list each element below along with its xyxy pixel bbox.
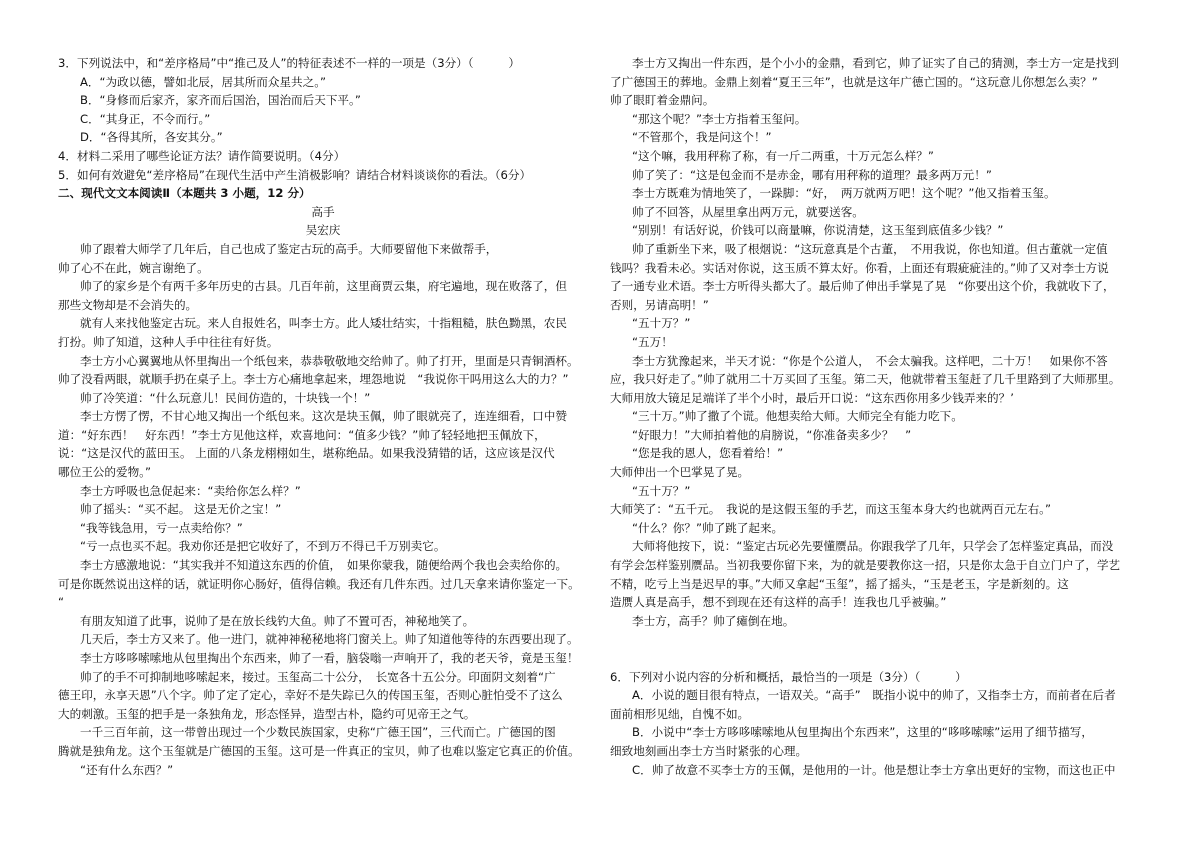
blank-gap <box>610 649 1140 668</box>
story-author: 吴宏庆 <box>305 223 341 238</box>
passage-line: 可是你既然说出这样的话，就证明你心肠好，值得信赖。我还有几件东西。过几天拿来请你鉴定一下。 <box>58 576 580 591</box>
passage-line: 李士方小心翼翼地从怀里掏出一个纸包来，恭恭敬敬地交给帅了。帅了打开，里面是只青铜酒杯。 <box>80 353 579 368</box>
passage-line: 李士方犹豫起来，半天才说：“你是个公道人， 不会太骗我。这样吧，二十万！ 如果你不答 <box>632 353 1108 368</box>
passage-line: 帅了重新坐下来，吸了根烟说：“这玩意真是个古董， 不用我说，你也知道。但古董就一定值 <box>632 241 1108 256</box>
passage-line: “那这个呢？”李士方指着玉玺问。 <box>632 111 807 126</box>
passage-line: 了广德国王的葬地。金鼎上刻着“夏王三年”，也就是这年广德亡国的。“这玩意儿你想怎么卖？” <box>610 74 1098 89</box>
passage-line: 帅了眼盯着金鼎问。 <box>610 93 715 108</box>
question-3-option-c: C．“其身正，不令而行。” <box>80 111 211 126</box>
passage-line: 大的刺激。玉玺的把手是一条独角龙，形态怪异，造型古朴，隐约可见帝王之气。 <box>58 706 476 721</box>
question-6-option-b: B．小说中“李士方哆哆嗦嗦地从包里掏出个东西来”，这里的“哆哆嗦嗦”运用了细节描写， <box>632 725 1093 740</box>
question-3-option-a: A．“为政以德，譬如北辰，居其所而众星共之。” <box>80 74 327 89</box>
passage-line: 哪位王公的爱物。” <box>58 465 151 480</box>
passage-line: 帅了的手不可抑制地哆嗦起来，接过。玉玺高二十公分， 长宽各十五公分。印面阴文刻着“广 <box>80 669 556 684</box>
passage-line: 德王印，永享天恩”八个字。帅了定了定心，幸好不是失踪已久的传国玉玺，否则心脏怕受不了这么 <box>58 688 563 703</box>
passage-line: 就有人来找他鉴定古玩。来人自报姓名，叫李士方。此人矮壮结实，十指粗糙，肤色黝黑，农民 <box>80 316 567 331</box>
passage-line: 李士方感激地说：“其实我并不知道这东西的价值， 如果你蒙我，随便给两个我也会卖给你的。 <box>80 558 568 573</box>
passage-line: 李士方哆哆嗦嗦地从包里掏出个东西来，帅了一看，脑袋嗡一声响开了，我的老天爷，竟是玉玺！ <box>80 651 579 665</box>
passage-line: “好眼力！”大师拍着他的肩膀说，“你准备卖多少？ ” <box>632 427 912 442</box>
passage-line: “不管那个，我是问这个！” <box>632 130 772 145</box>
right-column <box>610 54 1140 779</box>
question-4: 4．材料二采用了哪些论证方法？请作简要说明。（4分） <box>58 148 346 163</box>
passage-line: 帅了的家乡是个有两千多年历史的古县。几百年前，这里商贾云集，府宅遍地，现在败落了，但 <box>80 279 567 294</box>
passage-line: 大师伸出一个巴掌晃了晃。 <box>610 465 750 480</box>
passage-line: 那些文物却是不会消失的。 <box>58 297 198 312</box>
story-passage-left <box>58 240 588 779</box>
passage-line: “三十万。”帅了撒了个谎。他想卖给大师。大师完全有能力吃下。 <box>632 409 963 424</box>
passage-line: 不精，吃亏上当是迟早的事。”大师又拿起“玉玺”，摇了摇头，“玉是老玉，字是新刻的。这 <box>610 576 1069 591</box>
passage-line: 打扮。帅了知道，这种人手中往往有好货。 <box>58 334 279 349</box>
passage-line: 大师将他按下，说：“鉴定古玩必先要懂赝品。你跟我学了几年，只学会了怎样鉴定真品，而没 <box>632 539 1114 554</box>
passage-line: 应，我只好走了。”帅了就用二十万买回了玉玺。第二天，他就带着玉玺赶了几千里路到了大师那里。 <box>610 372 1121 387</box>
passage-line: 几天后，李士方又来了。他一进门，就神神秘秘地将门窗关上。帅了知道他等待的东西要出现了。 <box>80 632 579 647</box>
passage-line: 大师用放大镜足足端详了半个小时，最后开口说：“这东西你用多少钱弄来的？’ <box>610 390 1014 405</box>
question-3-option-b: B．“身修而后家齐，家齐而后国治，国治而后天下平。” <box>80 93 361 108</box>
passage-line: 李士方又掏出一件东西，是个小小的金鼎，看到它，帅了证实了自己的猜测，李士方一定是找到 <box>632 56 1119 70</box>
passage-line: 帅了摇头：“买不起。 这是无价之宝！” <box>80 502 282 517</box>
question-3-option-d: D．“各得其所，各安其分。” <box>80 130 223 145</box>
passage-line: “五十万？” <box>632 316 691 331</box>
left-column <box>58 54 588 779</box>
passage-line: “亏一点也买不起。我劝你还是把它收好了，不到万不得已千万别卖它。 <box>80 539 446 554</box>
passage-line: 帅了不回答，从屋里拿出两万元，就要送客。 <box>632 204 864 219</box>
passage-line: 有朋友知道了此事，说帅了是在放长线钓大鱼。帅了不置可否，神秘地笑了。 <box>80 613 475 628</box>
passage-line: 了一通专业术语。李士方听得头都大了。最后帅了伸出手掌晃了晃 “你要出这个价，我就收下了， <box>610 279 1115 294</box>
blank-gap <box>610 630 1140 649</box>
section-heading: 二、现代文文本阅读Ⅱ（本题共 3 小题，12 分） <box>58 186 311 201</box>
passage-line: 帅了冷笑道：“什么玩意儿！民间仿造的，十块钱一个！” <box>80 390 371 405</box>
passage-line: 帅了心不在此，婉言谢绝了。 <box>58 260 209 275</box>
passage-line: “您是我的恩人，您看着给！” <box>632 446 784 461</box>
passage-line: 说：“这是汉代的蓝田玉。 上面的八条龙栩栩如生，堪称绝品。如果我没猜错的话，这应该是汉代 <box>58 446 555 461</box>
story-title: 高手 <box>311 204 335 219</box>
passage-line: 有学会怎样鉴别赝品。当初我要你留下来，为的就是要教你这一招，只是你太急于自立门户了，学艺 <box>610 558 1121 573</box>
passage-line: “别别！有话好说，价钱可以商量嘛，你说清楚，这玉玺到底值多少钱？” <box>632 223 1004 238</box>
passage-line: 道：“好东西！ 好东西！”李士方见他这样，欢喜地问：“值多少钱？”帅了轻轻地把玉佩放下， <box>58 427 546 442</box>
question-6-option-a-cont: 面前相形见绌，自愧不如。 <box>610 706 750 721</box>
passage-line: 钱吗？我看未必。实话对你说，这玉质不算太好。你看，上面还有瑕疵疵洼的。”帅了又对李士方说 <box>610 260 1109 275</box>
passage-line: 腾就是独角龙。这个玉玺就是广德国的玉玺。这可是一件真正的宝贝，帅了也难以鉴定它真正的价值。 <box>58 743 580 758</box>
passage-line: 否则，另请高明！” <box>610 297 709 312</box>
question-3-stem: 3．下列说法中，和“差序格局”中“推己及人”的特征表述不一样的一项是（3分）（ ） <box>58 56 520 70</box>
passage-line: 李士方，高手？帅了瘫倒在地。 <box>632 613 795 628</box>
passage-line: 帅了笑了：“这是包金而不是赤金，哪有用秤称的道理？最多两万元！” <box>632 167 992 182</box>
passage-line: “还有什么东西？” <box>80 762 174 777</box>
passage-line: 一千三百年前，这一带曾出现过一个少数民族国家，史称“广德王国”，三代而亡。广德国的图 <box>80 725 556 740</box>
passage-line: 李士方愣了愣，不甘心地又掏出一个纸包来。这次是块玉佩，帅了眼就亮了，连连细看，口中赞 <box>80 409 567 424</box>
passage-line: 帅了跟着大师学了几年后，自己也成了鉴定古玩的高手。大师要留他下来做帮手， <box>80 241 498 256</box>
passage-line: “ <box>58 595 65 610</box>
story-passage-right <box>610 54 1140 630</box>
question-6-stem: 6．下列对小说内容的分析和概括，最恰当的一项是（3分）（ ） <box>610 669 967 684</box>
question-5: 5．如何有效避免“差序格局”在现代生活中产生消极影响？请结合材料谈谈你的看法。（6分） <box>58 167 532 182</box>
passage-line: “五万！ <box>632 334 673 349</box>
passage-line: 帅了没看两眼，就顺手扔在桌子上。李士方心痛地拿起来，埋怨地说 “我说你干吗用这么大的力？” <box>58 372 569 387</box>
passage-line: “这个嘛，我用秤称了称，有一斤二两重，十万元怎么样？” <box>632 148 934 163</box>
passage-line: 大师笑了：“五千元。 我说的是这假玉玺的手艺，而这玉玺本身大约也就两百元左右。” <box>610 502 1051 517</box>
question-6-option-b-cont: 细致地刻画出李士方当时紧张的心理。 <box>610 743 808 758</box>
passage-line: “五十万？” <box>632 483 691 498</box>
passage-line: 李士方呼吸也急促起来：“卖给你怎么样？” <box>80 483 301 498</box>
passage-line: 李士方既难为情地笑了，一跺脚：“好， 两万就两万吧！这个呢？”他又指着玉玺。 <box>632 186 1056 201</box>
question-6-option-a: A．小说的题目很有特点，一语双关。“高手” 既指小说中的帅了，又指李士方，而前者在后者 <box>632 688 1116 703</box>
passage-line: “什么？你？”帅了跳了起来。 <box>632 520 784 535</box>
question-6-option-c: C．帅了故意不买李士方的玉佩，是他用的一计。他是想让李士方拿出更好的宝物，而这也正中 <box>632 762 1116 777</box>
passage-line: 造赝人真是高手，想不到现在还有这样的高手！连我也几乎被骗。” <box>610 595 947 610</box>
passage-line: “我等钱急用，亏一点卖给你？” <box>80 520 243 535</box>
